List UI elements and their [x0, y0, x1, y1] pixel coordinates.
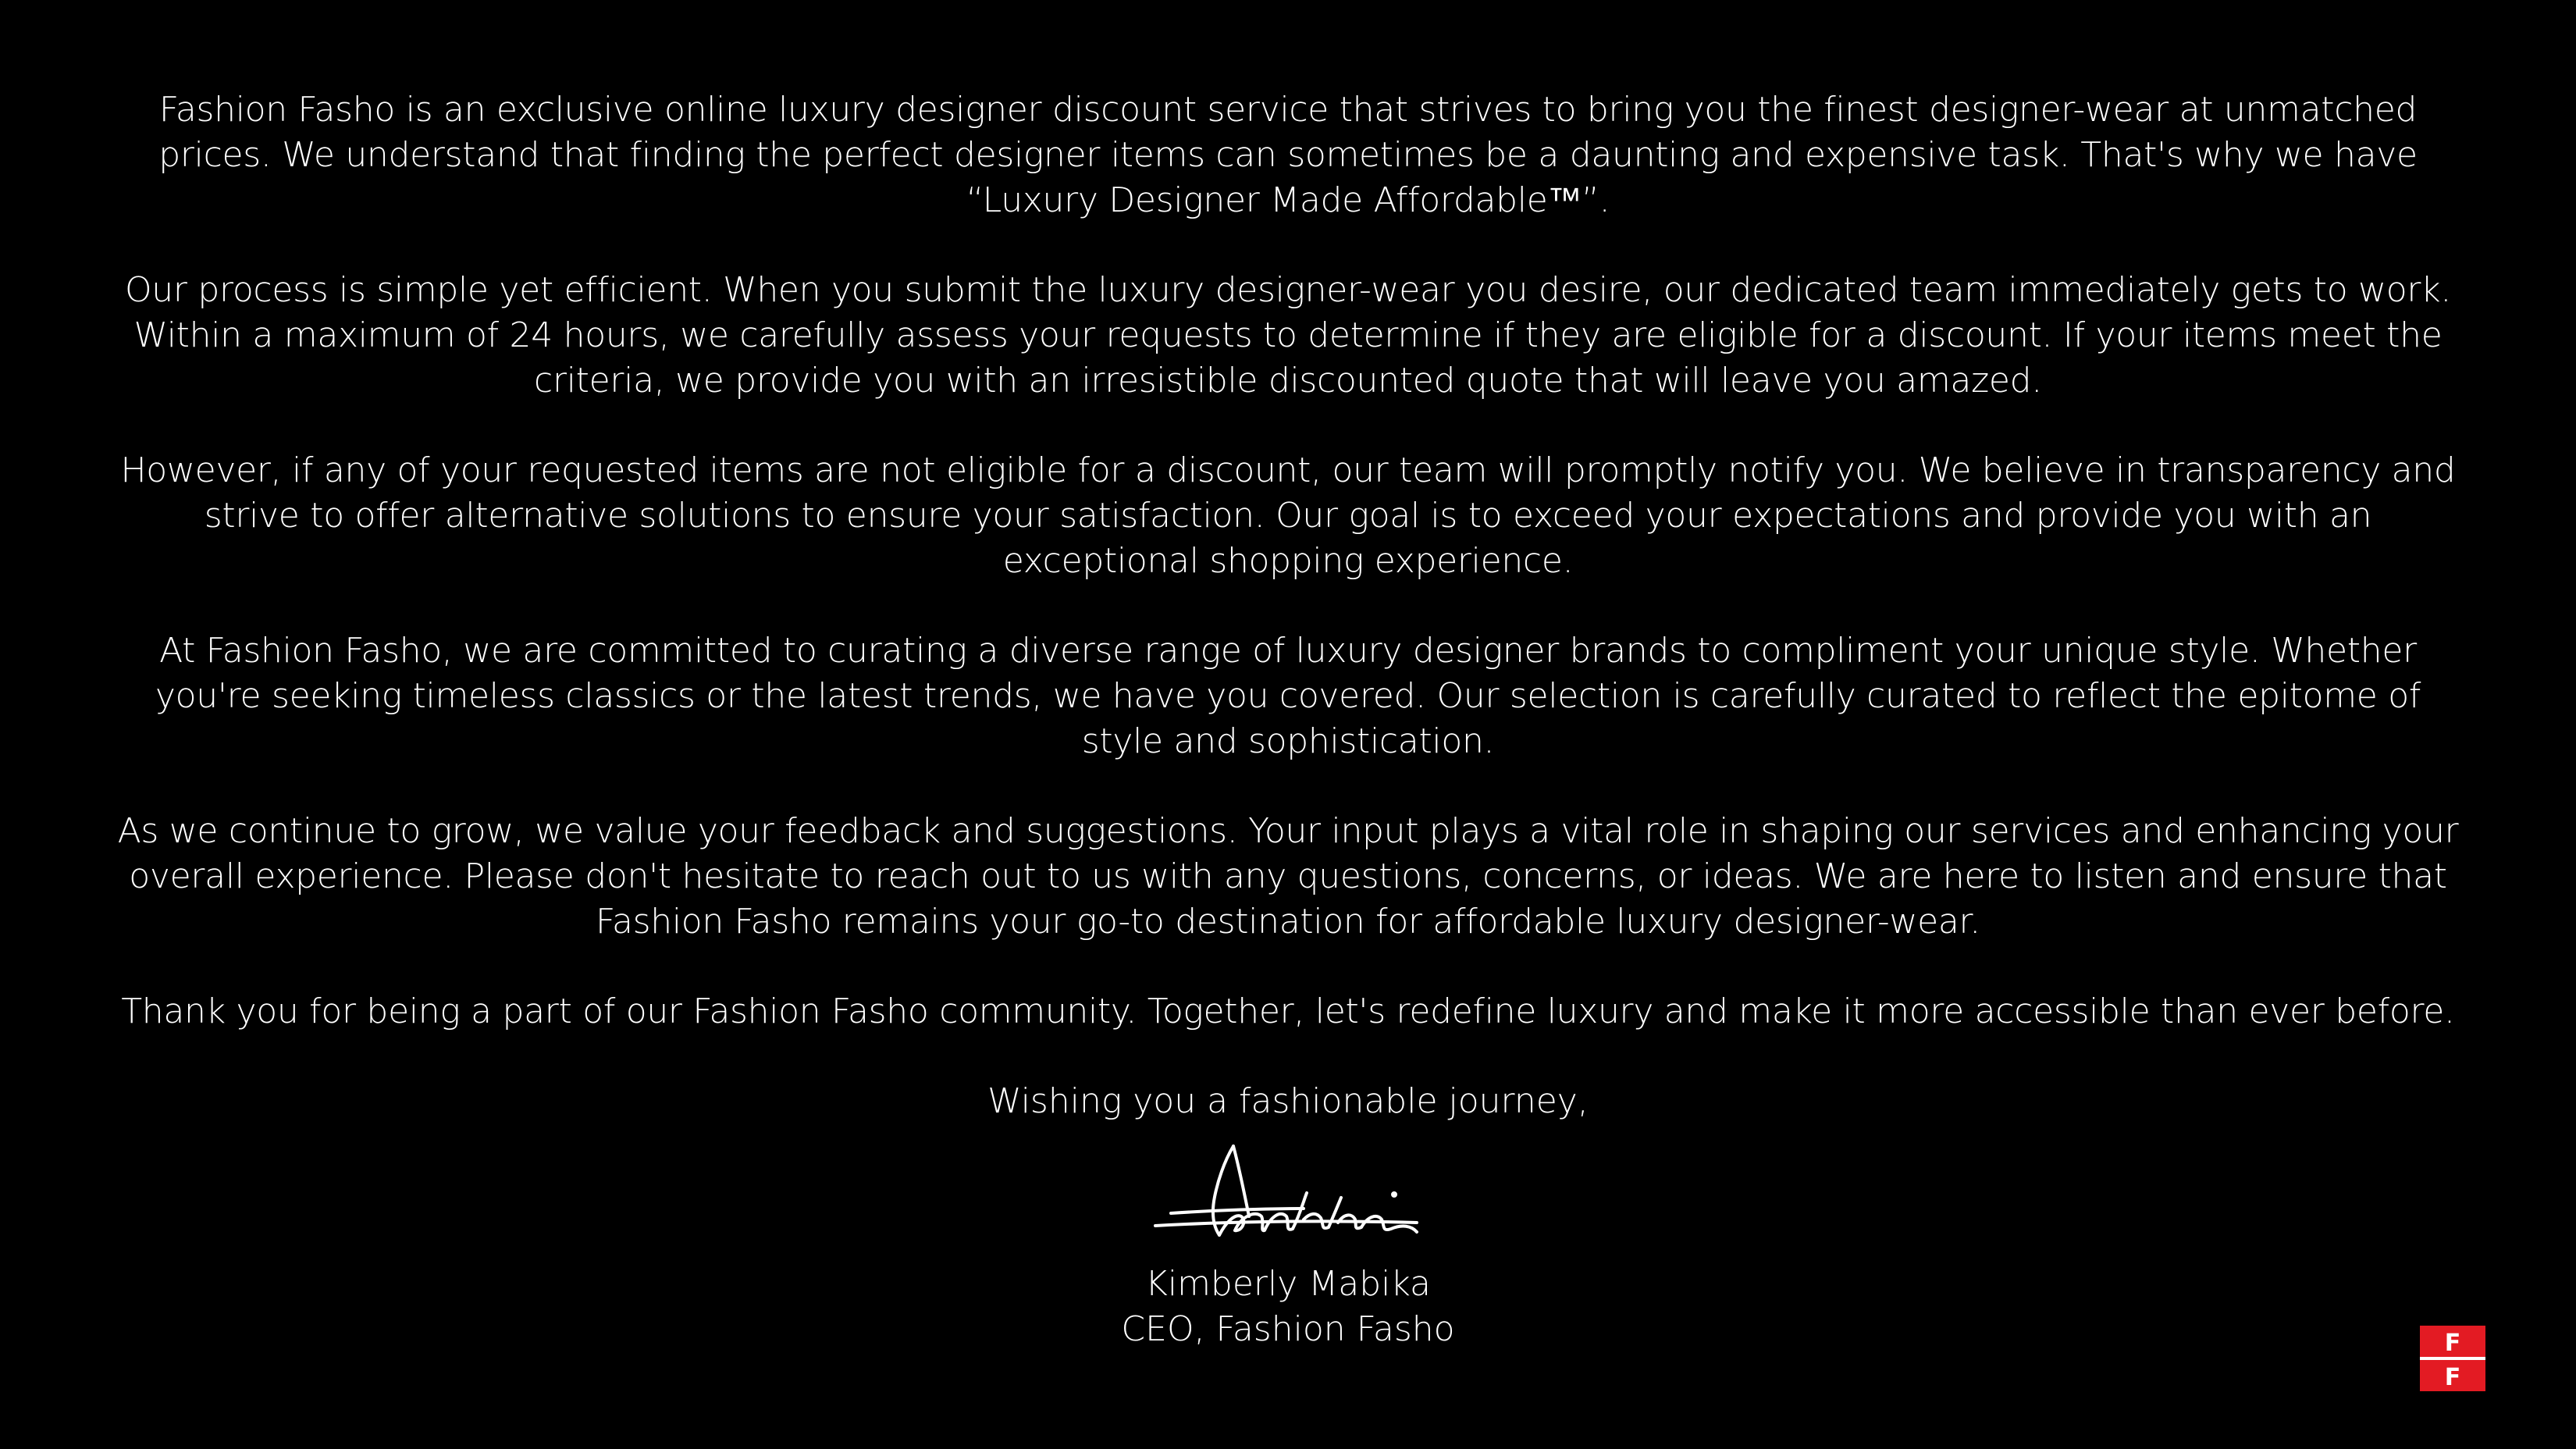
logo-letter-top: F	[2444, 1330, 2461, 1357]
signer-title: CEO, Fashion Fasho	[1121, 1309, 1455, 1349]
letter-body	[117, 87, 2459, 1352]
paragraph-thanks: Thank you for being a part of our Fashion Fasho community. Together, let's redefine luxury and make it more accessible than ever before.	[121, 992, 2455, 1031]
signature-icon	[1147, 1138, 1429, 1248]
paragraph-eligibility: However, if any of your requested items are not eligible for a discount, our team will promptly notify you. We believe in transparency and strive to offer alternative solutions to ensure your satisfaction. Our goal is to exceed your expectations and provide you with an exceptional shopping experience.	[120, 450, 2456, 581]
paragraph-intro: Fashion Fasho is an exclusive online luxury designer discount service that strives to bring you the finest designer-wear at unmatched prices. We understand that finding the perfect designer items can sometimes be a daunting and expensive task. That's why we have “Luxury Designer Made Affordable™”.	[158, 90, 2418, 220]
paragraph-feedback: As we continue to grow, we value your feedback and suggestions. Your input plays a vital role in shaping our services and enhancing your overall experience. Please don't hesitate to reach out to us with any questions, concerns, or ideas. We are here to listen and ensure that Fashion Fasho remains your go-to destination for affordable luxury designer-wear.	[117, 811, 2459, 942]
ff-logo-icon	[2420, 1326, 2485, 1391]
closing-line: Wishing you a fashionable journey,	[987, 1081, 1589, 1121]
paragraph-process: Our process is simple yet efficient. When you submit the luxury designer-wear you desire, our dedicated team immediately gets to work. Within a maximum of 24 hours, we carefully assess your requests to determine if they are eligible for a discount. If your items meet the criteria, we provide you with an irresistible discounted quote that will leave you amazed.	[124, 270, 2452, 401]
signer-name: Kimberly Mabika	[1144, 1264, 1432, 1304]
logo-letter-bottom: F	[2444, 1364, 2461, 1391]
paragraph-brands: At Fashion Fasho, we are committed to curating a diverse range of luxury designer brands to compliment your unique style. Whether you're seeking timeless classics or the latest trends, we have you covered. Our selection is carefully curated to reflect the epitome of style and sophistication.	[155, 631, 2421, 761]
